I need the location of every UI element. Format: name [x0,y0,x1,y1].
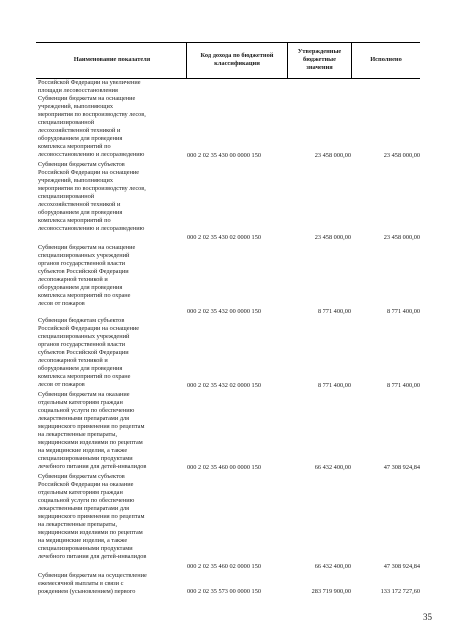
row-code: 000 2 02 35 430 02 0000 150 [187,234,261,241]
header-code: Код дохода по бюджетной классификации [200,52,274,67]
header-executed: Исполнено [370,56,402,63]
row-executed: 47 308 924,84 [383,464,420,471]
row-approved: 8 771 400,00 [317,382,351,389]
row-name: Субвенции бюджетам субъектов Российской Федерации на оснащение учреждений, выполняющих мероприятия по воспроизводству лесов, специализированной лесохозяйственной техникой и оборудованием для проведения комплекса мероприятий по лесовосстановлению и лесоразведению [38,161,146,233]
header-divider-1 [186,42,187,78]
header-name: Наименование показателя [73,56,151,63]
page-number: 35 [423,612,432,622]
row-executed: 23 458 000,00 [383,234,420,241]
header-approved: Утвержденные бюджетные значения [297,48,342,71]
row-code: 000 2 02 35 573 00 0000 150 [187,588,261,595]
row-executed: 47 308 924,84 [383,563,420,570]
header-top-rule [36,42,420,43]
header-divider-2 [287,42,288,78]
row-approved: 283 719 900,00 [311,588,351,595]
row-code: 000 2 02 35 460 00 0000 150 [187,464,261,471]
row-code: 000 2 02 35 430 00 0000 150 [187,152,261,159]
row-name: Субвенции бюджетам субъектов Российской Федерации на оказание отдельным категориям граждан социальной услуги по обеспечению лекарственными препаратами для медицинского применения по рецептам на лекарственные препараты, медицинскими изделиями по рецептам на медицинские изделия, а также специализированными продуктами лечебного питания для детей-инвалидов [38,473,147,561]
row-executed: 8 771 400,00 [386,382,420,389]
row-approved: 8 771 400,00 [317,308,351,315]
row-name: Российской Федерации на увеличение площади лесовосстановления Субвенции бюджетам на оснащение учреждений, выполняющих мероприятия по воспроизводству лесов, специализированной лесохозяйственной техникой и оборудованием для проведения комплекса мероприятий по лесовосстановлению и лесоразведению [38,79,146,159]
row-approved: 66 432 400,00 [314,563,351,570]
row-approved: 23 458 000,00 [314,152,351,159]
row-executed: 23 458 000,00 [383,152,420,159]
row-code: 000 2 02 35 460 02 0000 150 [187,563,261,570]
row-executed: 133 172 727,60 [380,588,420,595]
row-executed: 8 771 400,00 [386,308,420,315]
row-code: 000 2 02 35 432 02 0000 150 [187,382,261,389]
row-name: Субвенции бюджетам на осуществление ежемесячной выплаты в связи с рождением (усыновлением) первого [38,572,147,596]
row-name: Субвенции бюджетам на оснащение специализированных учреждений органов государственной власти субъектов Российской Федерации лесопожарной техникой и оборудованием для проведения комплекса мероприятий по охране лесов от пожаров [38,244,136,308]
row-name: Субвенция бюджетам субъектов Российской Федерации на оснащение специализированных учреждений органов государственной власти субъектов Российской Федерации лесопожарной техникой и оборудованием для проведения комплекса мероприятий по охране лесов от пожаров [38,317,140,389]
row-approved: 23 458 000,00 [314,234,351,241]
row-approved: 66 432 400,00 [314,464,351,471]
row-code: 000 2 02 35 432 00 0000 150 [187,308,261,315]
row-name: Субвенции бюджетам на оказание отдельным категориям граждан социальной услуги по обеспечению лекарственными препаратами для медицинского применения по рецептам на лекарственные препараты, медицинскими изделиями по рецептам на медицинские изделия, а также специализированными продуктами лечебного питания для детей-инвалидов [38,391,147,471]
